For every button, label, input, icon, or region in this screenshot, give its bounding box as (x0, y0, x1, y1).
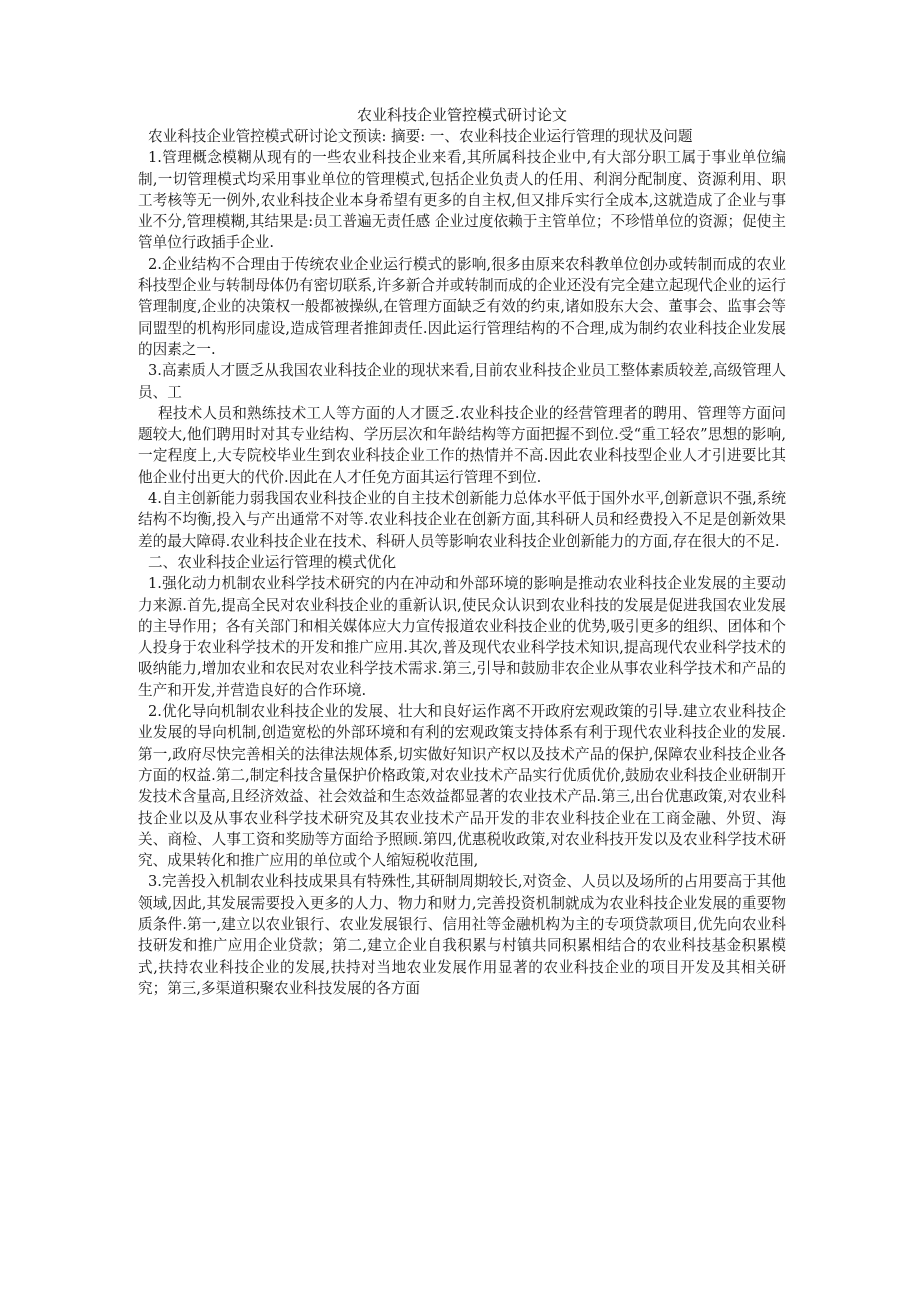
document-preview-line: 农业科技企业管控模式研讨论文预读: 摘要: 一、农业科技企业运行管理的现状及问题 (148, 128, 693, 145)
section-heading-mode-optimization: 二、农业科技企业运行管理的模式优化 (148, 553, 397, 571)
document-body (138, 104, 786, 999)
paragraph-management-concept: 1.管理概念模糊从现有的一些农业科技企业来看,其所属科技企业中,有大部分职工属于事业单位编制,一切管理模式均采用事业单位的管理模式,包括企业负责人的任用、利润分配制度、资源利用、职工考核等无一例外,农业科技企业本身希望有更多的自主权,但又排斥实行全成本,这就造成了企业与事业不分,管理模糊,其结果是:员工普遍无责任感 企业过度依赖于主管单位；不珍惜单位的资源；促使主管单位行政插手企业. (138, 149, 786, 252)
paragraph-talent-shortage: 3.高素质人才匮乏从我国农业科技企业的现状来看,目前农业科技企业员工整体素质较差,高级管理人员、工 (138, 362, 786, 401)
paragraph-power-mechanism: 1.强化动力机制农业科学技术研究的内在冲动和外部环境的影响是推动农业科技企业发展的主要动力来源.首先,提高全民对农业科技企业的重新认识,使民众认识到农业科技的发展是促进我国农业发展的主导作用；各有关部门和相关媒体应大力宣传报道农业科技企业的优势,吸引更多的组织、团体和个人投身于农业科学技术的开发和推广应用.其次,普及现代农业科学技术知识,提高现代农业科学技术的吸纳能力,增加农业和农民对农业科学技术需求.第三,引导和鼓励非农企业从事农业科学技术和产品的生产和开发,并营造良好的合作环境. (138, 575, 786, 699)
paragraph-investment-mechanism: 3.完善投入机制农业科技成果具有特殊性,其研制周期较长,对资金、人员以及场所的占用要高于其他领域,因此,其发展需要投入更多的人力、物力和财力,完善投资机制就成为农业科技企业发展的重要物质条件.第一,建立以农业银行、农业发展银行、信用社等金融机构为主的专项贷款项目,优先向农业科技研发和推广应用企业贷款；第二,建立企业自我积累与村镇共同积累相结合的农业科技基金积累模式,扶持农业科技企业的发展,扶持对当地农业发展作用显著的农业科技企业的项目开发及其相关研究；第三,多渠道积聚农业科技发展的各方面 (138, 873, 786, 997)
paragraph-enterprise-structure: 2.企业结构不合理由于传统农业企业运行模式的影响,很多由原来农科教单位创办或转制而成的农业科技型企业与转制母体仍有密切联系,许多新合并或转制而成的企业还没有完全建立起现代企业的运行管理制度,企业的决策权一般都被操纵,在管理方面缺乏有效的约束,诸如股东大会、董事会、监事会等同盟型的机构形同虚设,造成管理者推卸责任.因此运行管理结构的不合理,成为制约农业科技企业发展的因素之一. (138, 255, 786, 358)
document-title: 农业科技企业管控模式研讨论文 (356, 106, 567, 124)
paragraph-guidance-mechanism: 2.优化导向机制农业科技企业的发展、壮大和良好运作离不开政府宏观政策的引导.建立农业科技企业发展的导向机制,创造宽松的外部环境和有利的宏观政策支持体系有利于现代农业科技企业的发展.第一,政府尽快完善相关的法律法规体系,切实做好知识产权以及技术产品的保护,保障农业科技企业各方面的权益.第二,制定科技含量保护价格政策,对农业技术产品实行优质优价,鼓励农业科技企业研制开发技术含量高,且经济效益、社会效益和生态效益都显著的农业技术产品.第三,出台优惠政策,对农业科技企业以及从事农业科学技术研究及其农业技术产品开发的非农业科技企业在工商金融、外贸、海关、商检、人事工资和奖励等方面给予照顾.第四,优惠税收政策,对农业科技开发以及农业科学技术研究、成果转化和推广应用的单位或个人缩短税收范围, (138, 703, 786, 870)
paragraph-innovation-capacity: 4.自主创新能力弱我国农业科技企业的自主技术创新能力总体水平低于国外水平,创新意识不强,系统结构不均衡,投入与产出通常不对等.农业科技企业在创新方面,其科研人员和经费投入不足是创新效果差的最大障碍.农业科技企业在技术、科研人员等影响农业科技企业创新能力的方面,存在很大的不足. (138, 490, 786, 550)
paragraph-talent-shortage-continued: 程技术人员和熟练技术工人等方面的人才匮乏.农业科技企业的经营管理者的聘用、管理等方面问题较大,他们聘用时对其专业结构、学历层次和年龄结构等方面把握不到位.受“重工轻农”思想的影响,一定程度上,大专院校毕业生到农业科技企业工作的热情并不高.因此农业科技型企业人才引进要比其他企业付出更大的代价.因此在人才任免方面其运行管理不到位. (138, 404, 786, 486)
